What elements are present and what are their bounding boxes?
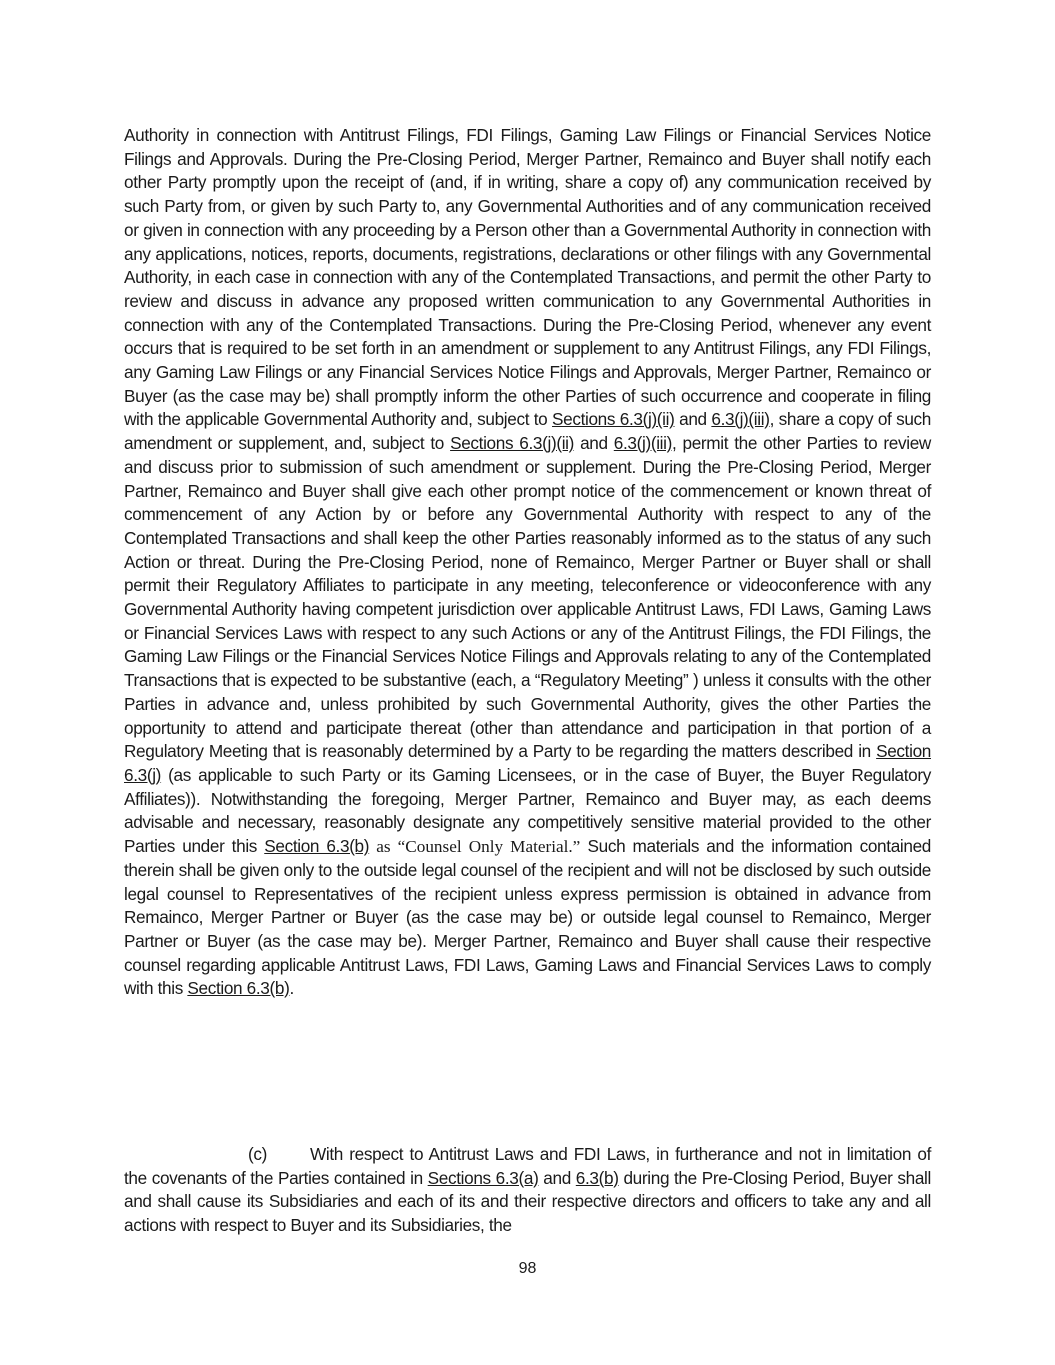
cross-reference: 6.3(j)(iii) — [613, 433, 672, 454]
cross-reference: Sections 6.3(j)(ii) — [552, 409, 675, 430]
defined-term: as “Counsel Only Material.” — [369, 837, 581, 857]
paragraph-label: (c) — [248, 1144, 267, 1164]
text-run: and — [574, 433, 614, 454]
text-run: Such materials and the information contained therein shall be given only to the outside legal counsel of the recipient and will not be disclosed by such outside legal counsel to Representatives of the recipient unless express permission is obtained in advance from Remainco, Merger Partner or Buyer (as the case may be) or outside legal counsel to Remainco, Merger Partner or Buyer (as the case may be). Merger Partner, Remainco and Buyer shall cause their respective counsel regarding applicable Antitrust Laws, FDI Laws, Gaming Laws and Financial Services Laws to comply with this — [124, 836, 931, 999]
cross-reference: Sections 6.3(j)(ii) — [450, 433, 575, 454]
cross-reference: Section 6.3(j) — [124, 741, 931, 785]
cross-reference: Sections 6.3(a) — [427, 1167, 539, 1188]
text-run: Authority in connection with Antitrust Filings, FDI Filings, Gaming Law Filings or Financial Services Notice Filings and Approvals. During the Pre-Closing Period, Merger Partner, Remainco and Buyer shall notify each other Party promptly upon the receipt of (and, if in writing, share a copy of) any communication received by such Party from, or given by such Party to, any Governmental Authorities and of any communication received or given in connection with any proceeding by a Person other than a Governmental Authority in connection with any applications, notices, reports, documents, registrations, declarations or other filings with any Governmental Authority, in each case in connection with any of the Contemplated Transactions, and permit the other Party to review and discuss in advance any proposed written communication to any Governmental Authorities in connection with any of the Contemplated Transactions. During the Pre-Closing Period, whenever any event occurs that is required to be set forth in an amendment or supplement to any Antitrust Filings, any FDI Filings, any Gaming Law Filings or any Financial Services Notice Filings and Approvals, Merger Partner, Remainco or Buyer (as the case may be) shall promptly inform the other Parties of such occurrence and cooperate in filing with the applicable Governmental Authority and, subject to — [124, 125, 931, 430]
paragraph-c — [124, 1143, 931, 1238]
paragraph-main — [124, 124, 931, 1001]
cross-reference: 6.3(j)(iii) — [711, 409, 770, 430]
text-run: , permit the other Parties to review and discuss prior to submission of such amendment or supplement. During the Pre-Closing Period, Merger Partner, Remainco and Buyer shall give each other prompt notice of the commencement or known threat of commencement of any Action by or before any Governmental Authority with respect to any of the Contemplated Transactions and shall keep the other Parties reasonably informed as to the status of any such Action or threat. During the Pre-Closing Period, none of Remainco, Merger Partner or Buyer shall or shall permit their Regulatory Affiliates to participate in any meeting, teleconference or videoconference with any Governmental Authority having competent jurisdiction over applicable Antitrust Laws, FDI Laws, Gaming Laws or Financial Services Laws with respect to any such Actions or any of the Antitrust Filings, the FDI Filings, the Gaming Law Filings or the Financial Services Notice Filings and Approvals relating to any of the Contemplated Transactions that is expected to be substantive (each, a “Regulatory Meeting” ) unless it consults with the other Parties in advance and, unless prohibited by such Governmental Authority, gives the other Parties the opportunity to attend and participate thereat (other than attendance and participation in that portion of a Regulatory Meeting that is reasonably determined by a Party to be regarding the matters described in — [124, 433, 931, 762]
cross-reference: 6.3(b) — [575, 1167, 619, 1188]
text-run: , share a copy of such amendment or supplement, and, subject to — [124, 409, 931, 454]
text-run: and — [674, 409, 712, 430]
text-run: . — [289, 978, 294, 999]
text-run: during the Pre-Closing Period, Buyer shall and shall cause its Subsidiaries and each of its and their respective directors and officers to take any and all actions with respect to Buyer and its Subsidiaries, the — [124, 1167, 931, 1236]
text-run: With respect to Antitrust Laws and FDI Laws, in furtherance and not in limitation of the covenants of the Parties contained in — [124, 1144, 931, 1188]
page-number: 98 — [518, 1260, 537, 1277]
text-run: and — [538, 1167, 576, 1188]
cross-reference: Section 6.3(b) — [187, 978, 290, 999]
text-run: (as applicable to such Party or its Gaming Licensees, or in the case of Buyer, the Buyer Regulatory Affiliates)). Notwithstanding the foregoing, Merger Partner, Remainco and Buyer may, as each deems advisable and necessary, reasonably designate any competitively sensitive material provided to the other Parties under this — [124, 764, 931, 857]
cross-reference: Section 6.3(b) — [264, 836, 370, 857]
